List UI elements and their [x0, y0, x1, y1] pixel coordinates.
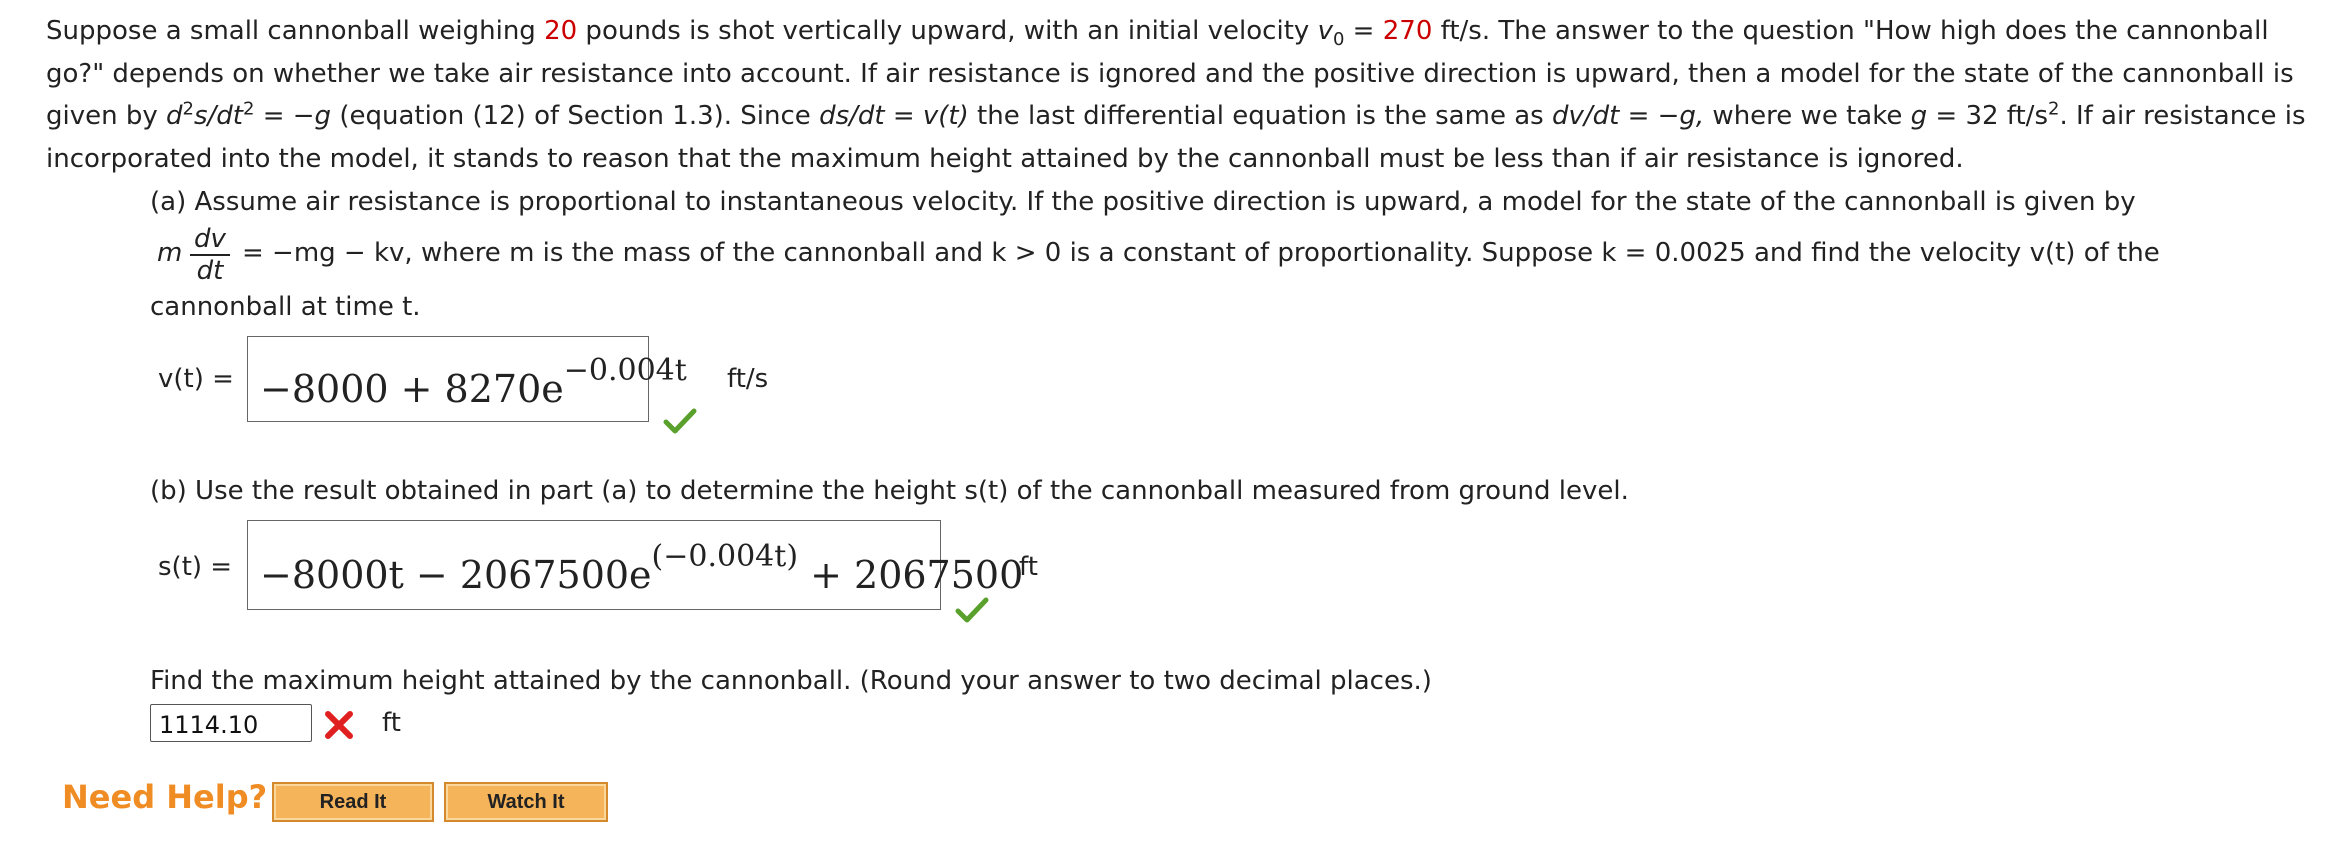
- weight-value: 20: [544, 16, 578, 46]
- v0-subscript: 0: [1332, 29, 1345, 51]
- read-it-button[interactable]: Read It: [272, 782, 434, 822]
- superscript: 2: [243, 98, 255, 120]
- intro-text: pounds is shot vertically upward, with an initial velocity: [577, 16, 1318, 46]
- fraction-denominator: dt: [196, 256, 224, 286]
- watch-it-button[interactable]: Watch It: [444, 782, 608, 822]
- part-a-model-equation: [150, 222, 2300, 294]
- intro-text: . If air resistance is incorporated into the model, it stands to reason that the maximum height attained by the cannonball must be less than if air resistance is ignored.: [46, 101, 2306, 174]
- check-icon: [663, 407, 697, 435]
- superscript: 2: [182, 98, 194, 120]
- height-answer-exponent: (−0.004t): [651, 539, 799, 575]
- fraction-numerator: dv: [190, 224, 230, 256]
- max-height-unit: ft: [382, 708, 401, 738]
- superscript: 2: [2047, 98, 2060, 120]
- max-height-question: Find the maximum height attained by the cannonball. (Round your answer to two decimal places.): [150, 666, 1432, 696]
- x-icon: [322, 708, 356, 742]
- height-unit: ft: [1019, 552, 1038, 582]
- height-answer-base: −8000t − 2067500e: [260, 553, 652, 597]
- height-answer-box[interactable]: [247, 520, 1024, 610]
- velocity-answer-exponent: −0.004t: [563, 353, 687, 389]
- check-icon: [955, 596, 989, 624]
- equation: s/dt: [193, 101, 243, 131]
- height-label: s(t) =: [158, 552, 233, 582]
- max-height-input[interactable]: [150, 704, 312, 742]
- intro-text: where we take: [1704, 101, 1911, 131]
- need-help-label: Need Help?: [62, 778, 268, 816]
- velocity-answer-box[interactable]: [247, 336, 687, 422]
- equation: g: [1910, 101, 1928, 131]
- velocity-unit: ft/s: [727, 364, 769, 394]
- v0-symbol: v: [1317, 16, 1333, 46]
- equation: d: [166, 101, 183, 131]
- mass-symbol: m: [157, 238, 183, 268]
- height-answer-tail: + 2067500: [798, 553, 1024, 597]
- intro-text: (equation (12) of Section 1.3). Since: [331, 101, 820, 131]
- problem-statement: [46, 10, 2311, 180]
- part-a-prompt: (a) Assume air resistance is proportional to instantaneous velocity. If the positive direction is upward, a model for the state of the cannonball is given by: [150, 187, 2136, 217]
- intro-text: =: [1344, 16, 1383, 46]
- intro-text: the last differential equation is the same as: [968, 101, 1552, 131]
- intro-text: = 32 ft/s: [1927, 101, 2048, 131]
- equation: ds/dt = v(t): [819, 101, 969, 131]
- model-equation-text: = −mg − kv, where m is the mass of the cannonball and k > 0 is a constant of proportionality. Suppose k = 0.0025 and find the velocity v(t) of the: [242, 238, 2160, 268]
- intro-text: ft/s. The answer to the question "How high does the cannonball go?" depends on whether we take air resistance into account. If air resistance is ignored and the positive direction is upward, then a model for the state of the cannonball is given by: [46, 16, 2294, 131]
- part-b-prompt: (b) Use the result obtained in part (a) to determine the height s(t) of the cannonball measured from ground level.: [150, 476, 1629, 506]
- intro-text: Suppose a small cannonball weighing: [46, 16, 545, 46]
- initial-velocity-value: 270: [1382, 16, 1433, 46]
- equation: = −g: [254, 101, 332, 131]
- equation: dv/dt = −g,: [1551, 101, 1705, 131]
- derivative-fraction: [190, 224, 230, 286]
- velocity-answer-base: −8000 + 8270e: [260, 367, 564, 411]
- velocity-label: v(t) =: [158, 364, 234, 394]
- part-a-prompt-end: cannonball at time t.: [150, 292, 421, 322]
